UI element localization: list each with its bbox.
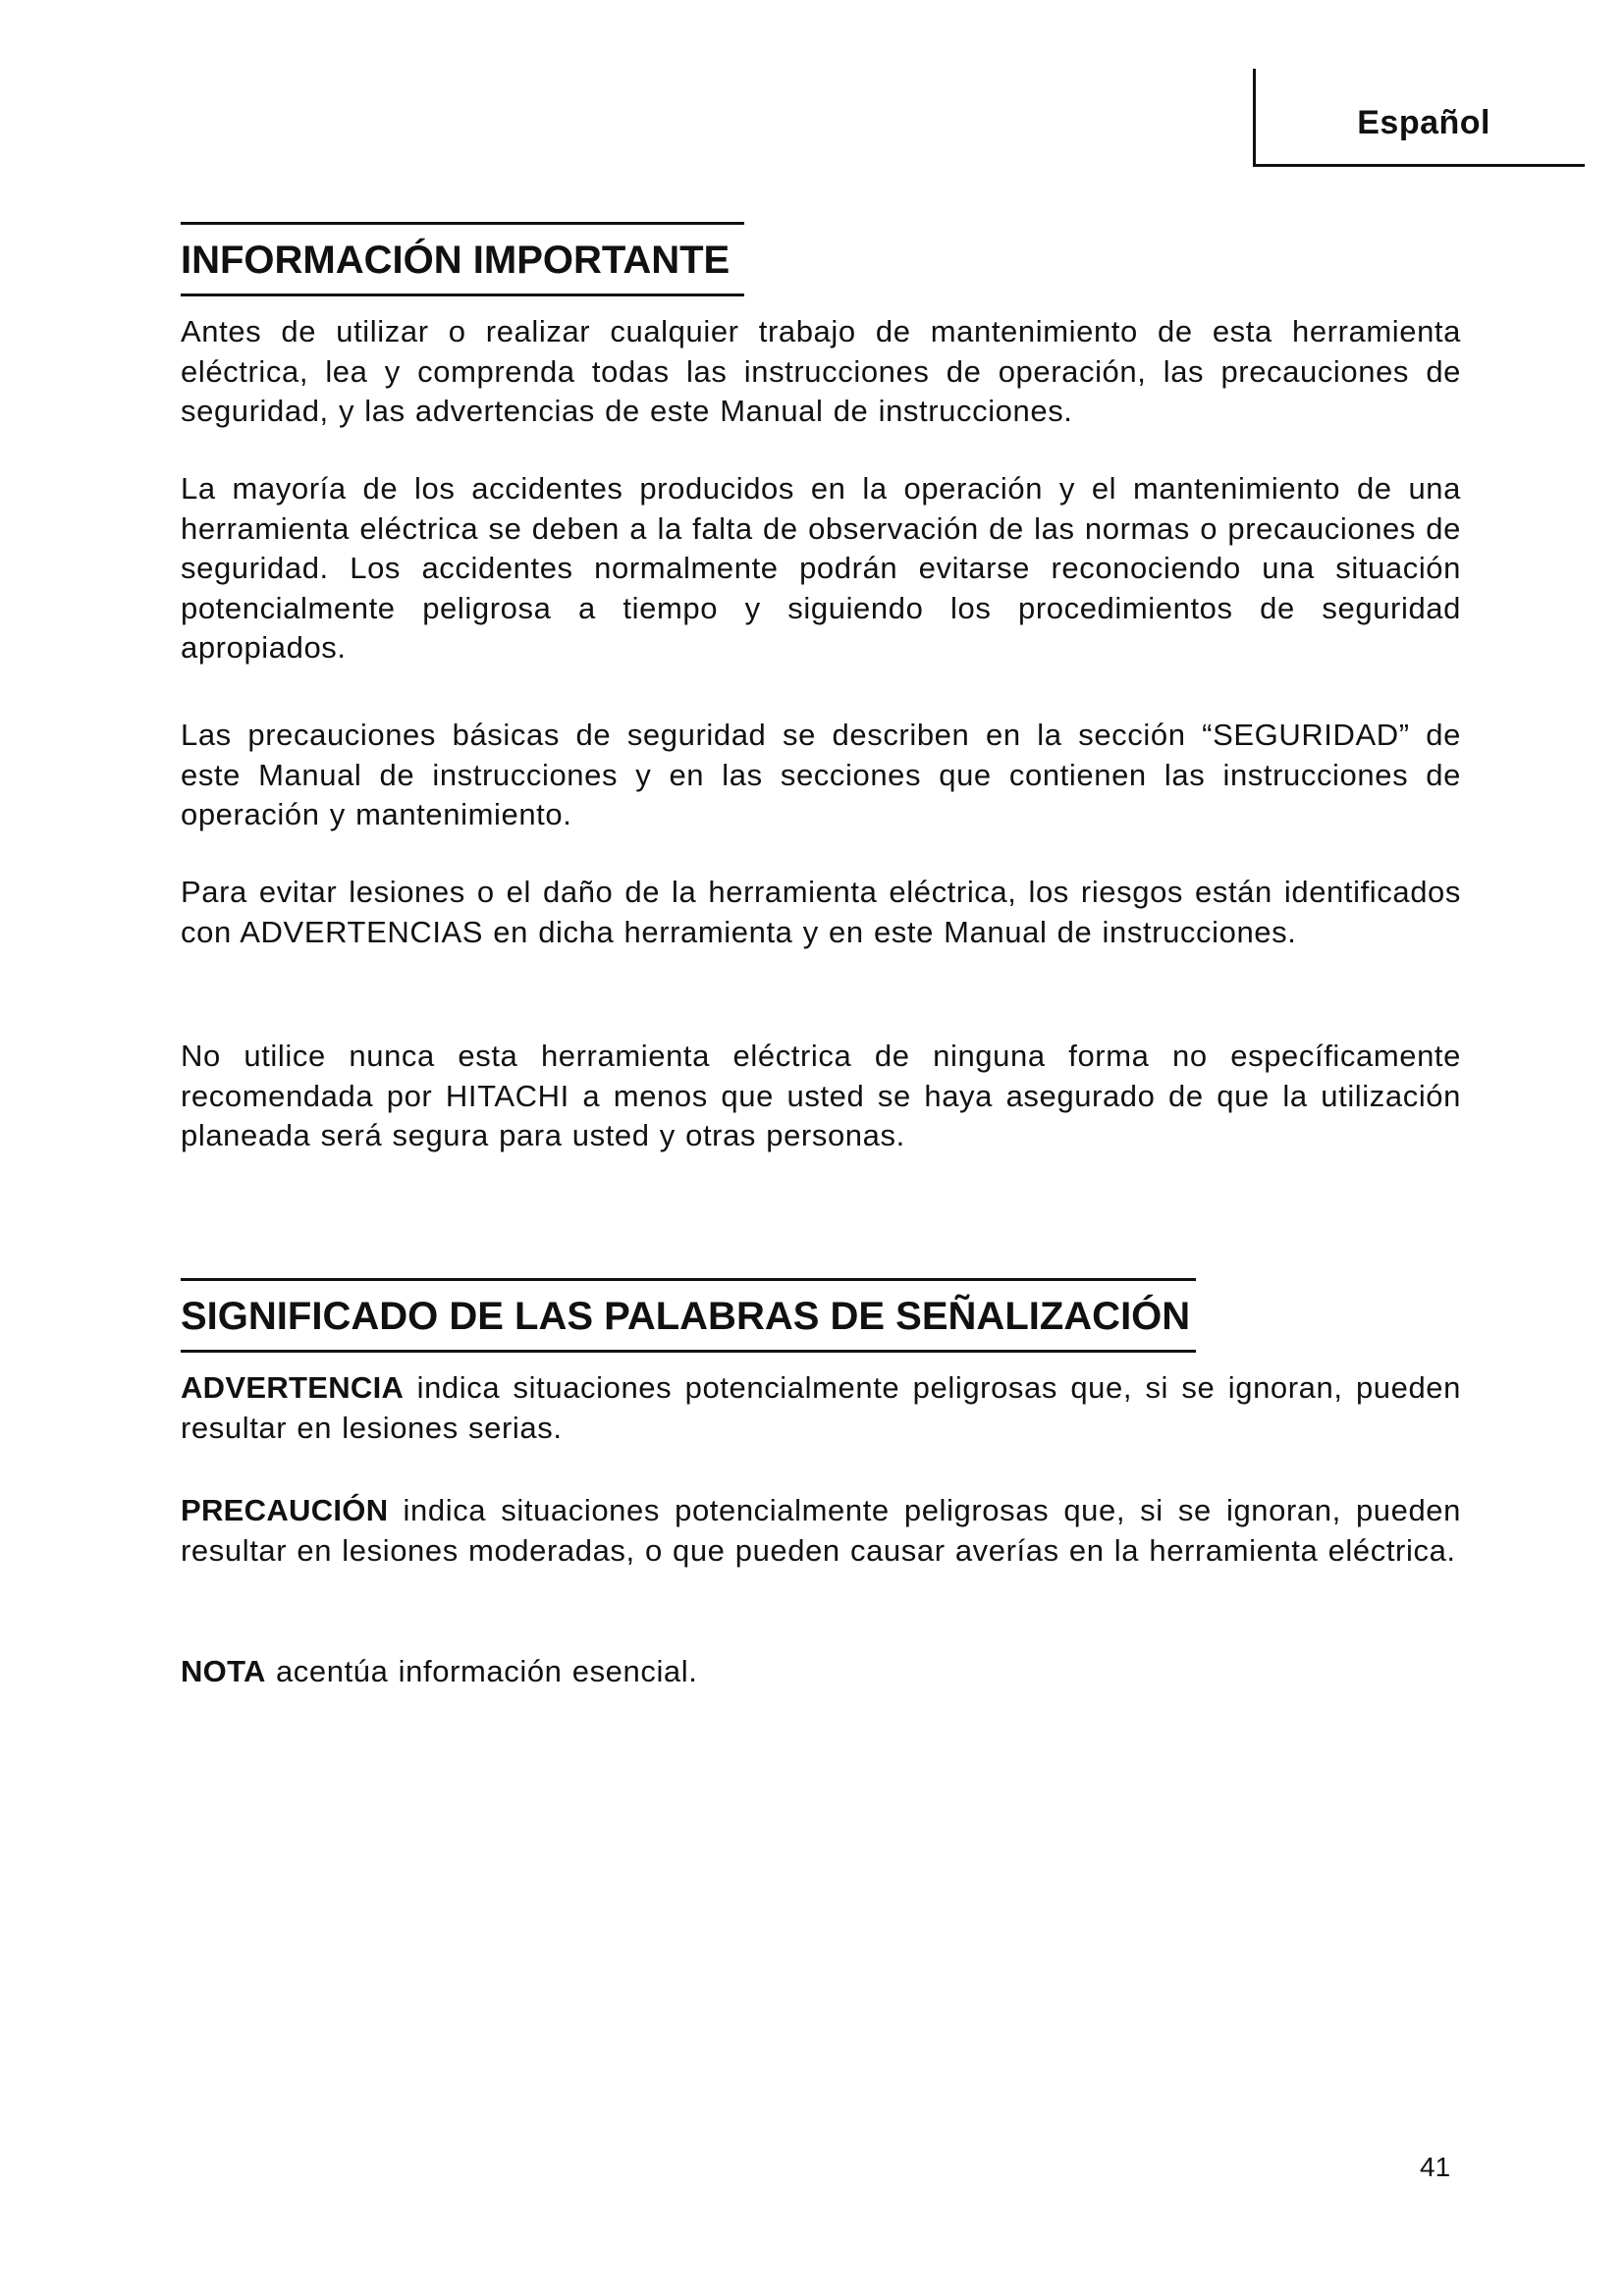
paragraph: No utilice nunca esta herramienta eléctrica de ninguna forma no específicamente recomendada por HITACHI a menos que usted se haya asegurado de que la utilización planeada será segura para usted y otras personas. (181, 1039, 1461, 1152)
term-note: NOTA (181, 1654, 266, 1688)
definition-caution (181, 1491, 1461, 1571)
definition-text: indica situaciones potencialmente peligrosas que, si se ignoran, pueden resultar en lesiones moderadas, o que pueden causar averías en la herramienta eléctrica. (181, 1493, 1461, 1568)
definition-text: indica situaciones potencialmente peligrosas que, si se ignoran, pueden resultar en lesiones serias. (181, 1370, 1461, 1445)
term-caution: PRECAUCIÓN (181, 1493, 389, 1527)
paragraph: Las precauciones básicas de seguridad se describen en la sección “SEGURIDAD” de este Manual de instrucciones y en las secciones que contienen las instrucciones de operación y mantenimiento. (181, 718, 1461, 831)
paragraph: Antes de utilizar o realizar cualquier trabajo de mantenimiento de esta herramienta eléctrica, lea y comprenda todas las instrucciones de operación, las precauciones de seguridad, y las advertencias de este Manual de instrucciones. (181, 314, 1461, 428)
definition-note (181, 1652, 1461, 1692)
page-number: 41 (1420, 2152, 1451, 2182)
definition-warning (181, 1368, 1461, 1448)
paragraph: Para evitar lesiones o el daño de la herramienta eléctrica, los riesgos están identificados con ADVERTENCIAS en dicha herramienta y en este Manual de instrucciones. (181, 875, 1461, 949)
section-title-signal-words: SIGNIFICADO DE LAS PALABRAS DE SEÑALIZACIÓN (181, 1278, 1196, 1353)
paragraph: La mayoría de los accidentes producidos en la operación y el mantenimiento de una herramienta eléctrica se deben a la falta de observación de las normas o precauciones de seguridad. Los accidentes normalmente podrán evitarse reconociendo una situación potencialmente peligrosa a tiempo y siguiendo los procedimientos de seguridad apropiados. (181, 471, 1461, 665)
section-title-important-info: INFORMACIÓN IMPORTANTE (181, 222, 744, 296)
language-label: Español (1357, 104, 1490, 141)
language-tab (1253, 69, 1585, 167)
term-warning: ADVERTENCIA (181, 1370, 405, 1405)
definition-text: acentúa información esencial. (265, 1654, 698, 1688)
